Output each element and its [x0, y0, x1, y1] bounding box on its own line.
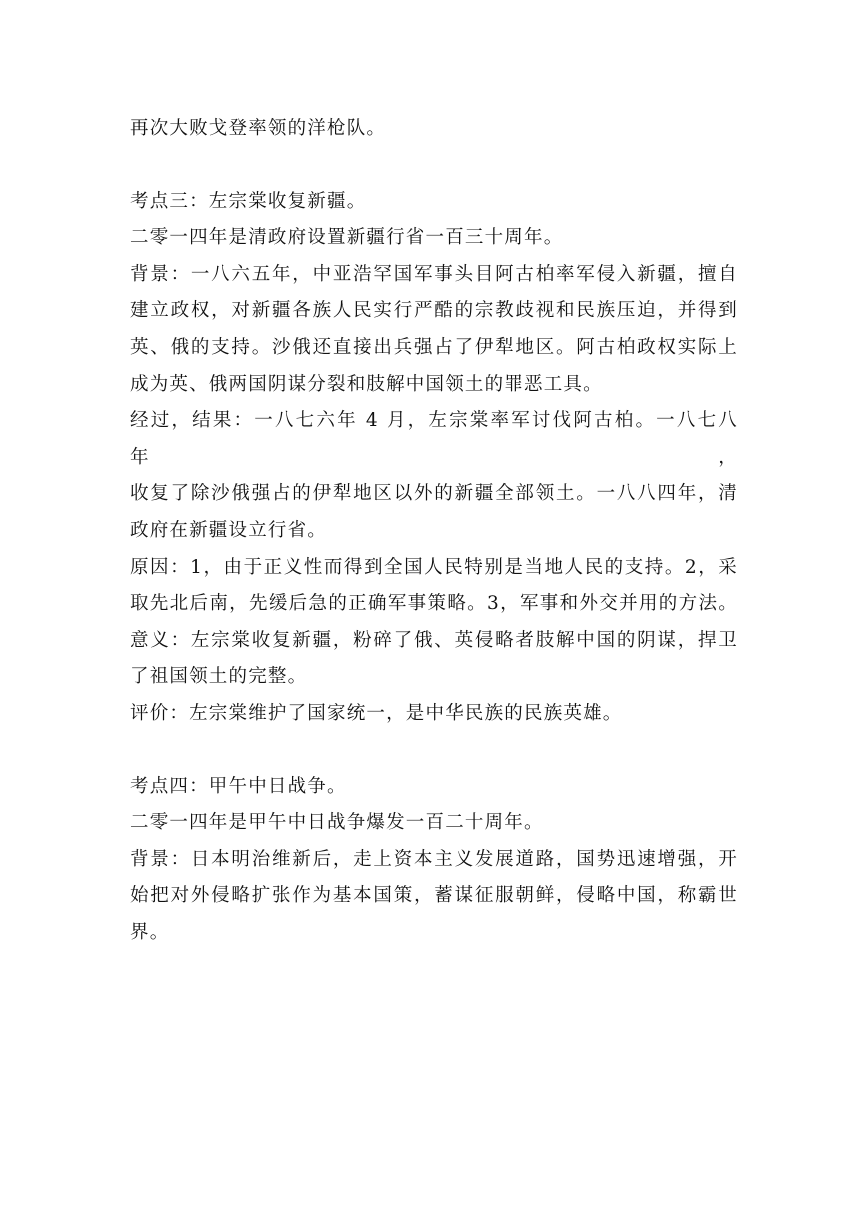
- text-line: 二零一四年是甲午中日战争爆发一百二十周年。: [130, 812, 544, 834]
- paragraph-gap: [130, 733, 738, 769]
- text-line: 原因：1，由于正义性而得到全国人民特别是当地人民的支持。2，采: [130, 556, 738, 578]
- text-line: 成为英、俄两国阴谋分裂和肢解中国领土的罪恶工具。: [130, 373, 603, 395]
- text-line: 收复了除沙俄强占的伊犁地区以外的新疆全部领土。一八八四年，清: [130, 483, 738, 505]
- text-line: 再次大败戈登率领的洋枪队。: [130, 118, 387, 139]
- paragraph-gap: [130, 148, 738, 184]
- text-line: 政府在新疆设立行省。: [130, 519, 328, 541]
- text-line: 考点四：甲午中日战争。: [130, 775, 347, 797]
- text-line: 意义：左宗棠收复新疆，粉碎了俄、英侵略者肢解中国的阴谋，捍卫: [130, 629, 738, 651]
- text-line: 二零一四年是清政府设置新疆行省一百三十周年。: [130, 227, 564, 249]
- text-line: 考点三：左宗棠收复新疆。: [130, 190, 367, 212]
- text-line: 界。: [130, 921, 170, 943]
- text-line: 了祖国领土的完整。: [130, 666, 308, 688]
- text-line: 评价：左宗棠维护了国家统一，是中华民族的民族英雄。: [130, 702, 623, 724]
- text-line: 始把对外侵略扩张作为基本国策，蓄谋征服朝鲜，侵略中国，称霸世: [130, 885, 738, 907]
- document-body: [130, 111, 738, 951]
- text-line: 建立政权，对新疆各族人民实行严酷的宗教歧视和民族压迫，并得到: [130, 300, 738, 322]
- text-line: 英、俄的支持。沙俄还直接出兵强占了伊犁地区。阿古柏政权实际上: [130, 336, 738, 358]
- text-line: 经过，结果：一八七六年 4 月，左宗棠率军讨伐阿古柏。一八七八年，: [130, 410, 738, 468]
- text-line: 背景：日本明治维新后，走上资本主义发展道路，国势迅速增强，开: [130, 848, 738, 870]
- text-line: 取先北后南，先缓后急的正确军事策略。3，军事和外交并用的方法。: [130, 593, 738, 615]
- text-line: 背景：一八六五年，中亚浩罕国军事头目阿古柏率军侵入新疆，擅自: [130, 263, 738, 285]
